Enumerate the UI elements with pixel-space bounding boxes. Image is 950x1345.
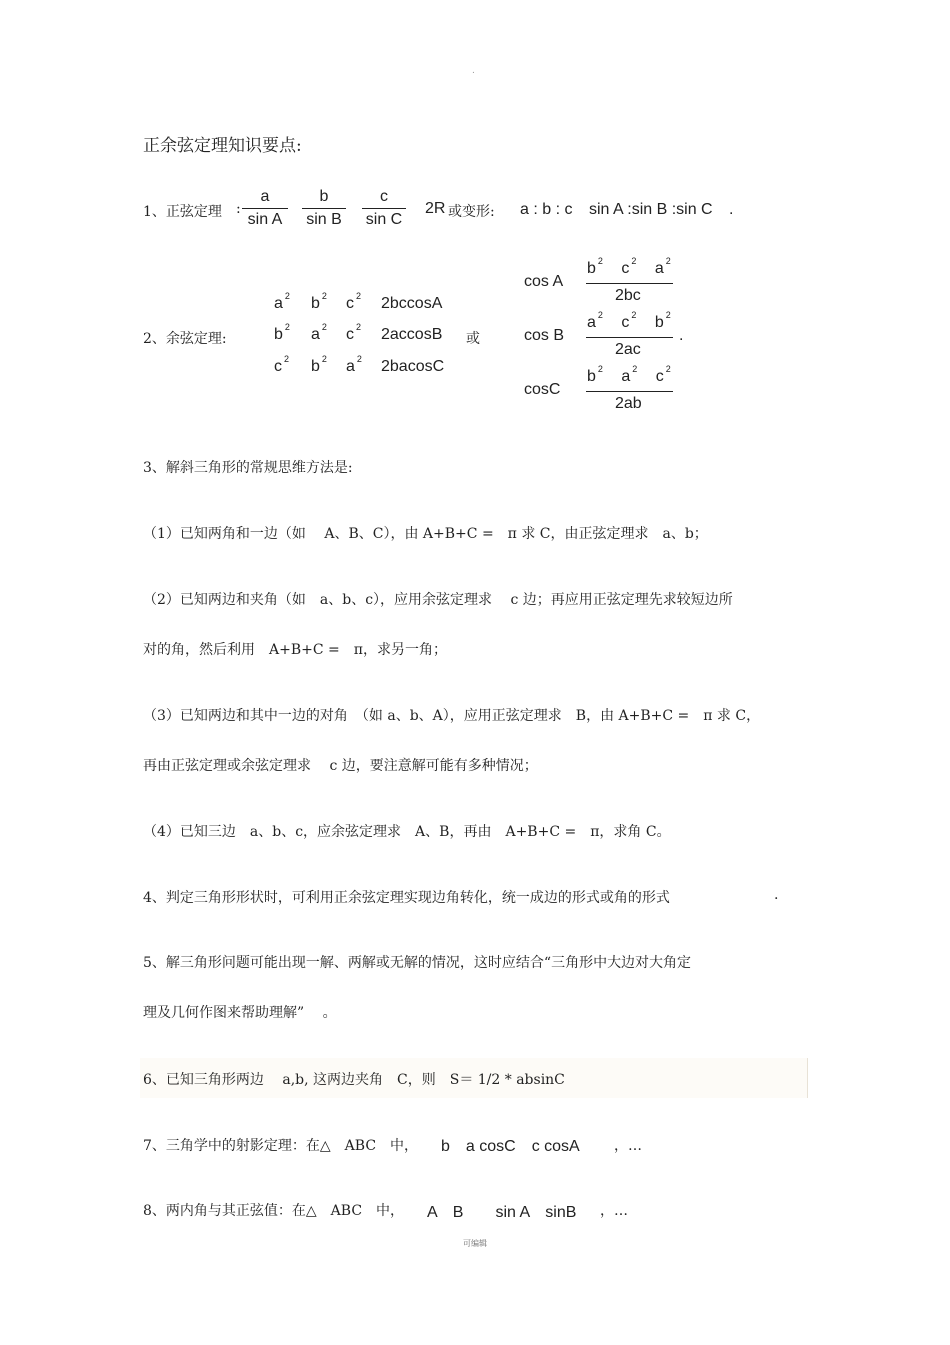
cosine-law-line-3-c: a $^2$: [346, 354, 362, 375]
s1-end: .: [729, 201, 734, 218]
cosB-fraction-bar: [586, 337, 673, 338]
fraction-a-over-sinA: [242, 186, 288, 231]
s7-formula: b a cosC c cosA: [441, 1138, 580, 1155]
s3-heading: 3、解斜三角形的常规思维方法是:: [143, 460, 353, 476]
cosB-denominator: 2ac: [615, 341, 641, 358]
cosine-law-line-2-b: a $^2$: [311, 322, 327, 343]
cosine-law-line-1-b: b $^2$: [311, 291, 327, 312]
cosC-denominator: 2ab: [615, 395, 642, 412]
fraction-numerator: a: [260, 188, 270, 205]
cosB-numerator: a $^2$ c $^2$ b $^2$: [587, 310, 671, 331]
s8-tail: ，…: [600, 1203, 628, 1219]
s3-item-4: （4）已知三边 a、b、c，应余弦定理求 A、B，再由 A+B+C = π，求角 C。: [143, 824, 671, 840]
footer-text: 可编辑: [463, 1239, 487, 1248]
s3-item-3-line-1: （3）已知两边和其中一边的对角 （如 a、b、A），应用正弦定理求 B，由 A+B+C = π 求 C，: [143, 708, 761, 724]
cosA-denominator: 2bc: [615, 287, 641, 304]
s8-label: 8、两内角与其正弦值：在△ ABC 中，: [143, 1203, 405, 1219]
cosA-lhs: cos A: [524, 273, 564, 290]
cosine-law-line-2: b $^2$: [274, 322, 290, 343]
s6-text: 6、已知三角形两边 a,b, 这两边夹角 C，则 S＝ 1/2 * absinC: [143, 1072, 565, 1088]
fraction-denominator: sin A: [247, 211, 283, 228]
cosC-numerator: b $^2$ a $^2$ c $^2$: [587, 364, 671, 385]
cosA-numerator: b $^2$ c $^2$ a $^2$: [587, 256, 671, 277]
s5-line-2: 理及几何作图来帮助理解” 。: [143, 1005, 337, 1021]
s5-line-1: 5、解三角形问题可能出现一解、两解或无解的情况，这时应结合“三角形中大边对大角定: [143, 955, 692, 971]
s3-item-2-line-1: （2）已知两边和夹角（如 a、b、c），应用余弦定理求 c 边；再应用正弦定理先求较短边所: [143, 592, 733, 608]
s1-variant-label: 或变形:: [448, 204, 495, 220]
fraction-b-over-sinB: [302, 186, 346, 231]
top-dot: .: [472, 66, 475, 76]
s4-text: 4、判定三角形形状时，可利用正余弦定理实现边角转化，统一成边的形式或角的形式: [143, 890, 670, 906]
cosine-law-line-3-rhs: 2bacosC: [381, 358, 445, 375]
s8-formula: A B sin A sinB: [427, 1204, 577, 1221]
s3-item-1: （1）已知两角和一边（如 A、B、C），由 A+B+C = π 求 C，由正弦定理求 a、b；: [143, 526, 708, 542]
cosC-fraction-bar: [586, 391, 673, 392]
fraction-denominator: sin C: [365, 211, 403, 228]
fraction-numerator: c: [380, 188, 388, 205]
cosine-law-line-1-rhs: 2bccosA: [381, 295, 443, 312]
s2-label: 2、余弦定理:: [143, 331, 227, 347]
s1-colon: :: [236, 201, 241, 217]
cosA-fraction-bar: [586, 283, 673, 284]
s3-item-2-line-2: 对的角，然后利用 A+B+C = π，求另一角；: [143, 642, 447, 658]
cosB-lhs: cos B: [524, 327, 565, 344]
s7-label: 7、三角学中的射影定理：在△ ABC 中，: [143, 1138, 419, 1154]
s3-item-3-line-2: 再由正弦定理或余弦定理求 c 边，要注意解可能有多种情况；: [143, 758, 538, 774]
cosine-law-line-1: a $^2$: [274, 291, 290, 312]
fraction-numerator: b: [319, 188, 329, 205]
cosC-lhs: cosC: [524, 381, 561, 398]
page-title: 正余弦定理知识要点:: [143, 136, 302, 156]
fraction-c-over-sinC: [362, 186, 406, 231]
s1-ratio: a : b : c: [520, 201, 573, 218]
fraction-denominator: sin B: [306, 211, 342, 228]
s7-tail: ，…: [614, 1138, 642, 1154]
s1-2R: 2R: [425, 200, 446, 217]
s1-sine-ratio: sin A :sin B :sin C: [589, 201, 713, 218]
s2-or: 或: [466, 331, 480, 347]
s2-end: .: [679, 327, 684, 344]
cosine-law-line-2-rhs: 2accosB: [381, 326, 443, 343]
s1-label: 1、正弦定理: [143, 204, 222, 220]
cosine-law-line-1-c: c $^2$: [346, 291, 362, 312]
cosine-law-line-3: c $^2$: [274, 354, 290, 375]
s4-end: .: [774, 887, 779, 903]
cosine-law-line-3-b: b $^2$: [311, 354, 327, 375]
cosine-law-line-2-c: c $^2$: [346, 322, 362, 343]
